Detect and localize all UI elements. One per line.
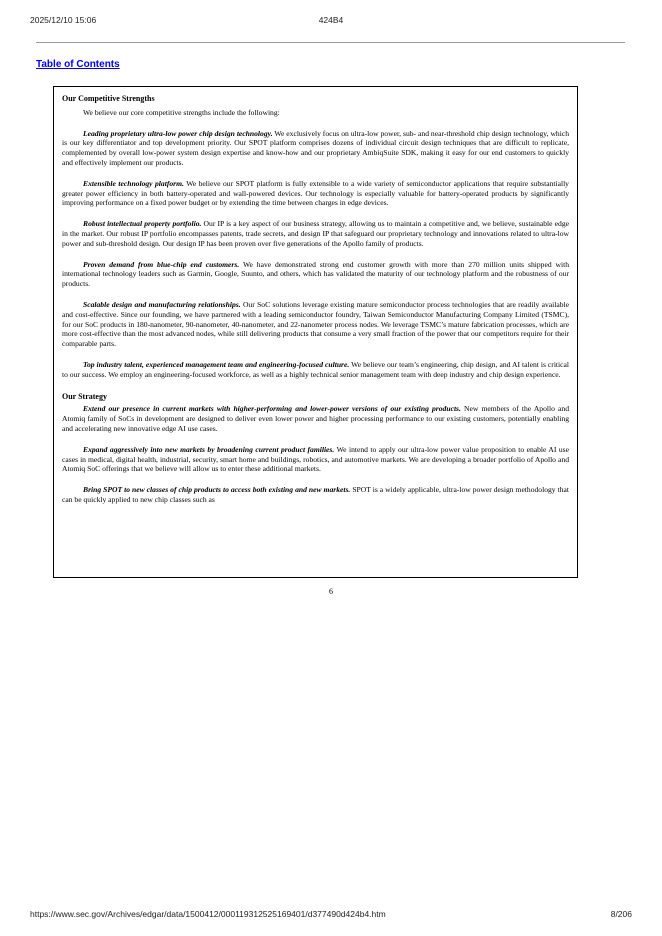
strategy-heading: Our Strategy: [62, 391, 107, 401]
paragraph-lead: Bring SPOT to new classes of chip products to access both existing and new markets.: [83, 485, 351, 495]
strengths-heading: Our Competitive Strengths: [62, 94, 155, 103]
paragraph-lead: Extensible technology platform.: [83, 178, 184, 188]
paragraph-body: Our IP is a key aspect of our business strategy, allowing us to maintain a competitive and, we believe, sustainable edge in the market. Our robust IP portfolio encompasses patents, trade secrets, and design IP that safeguard our proprietary technology and innovations related to ultra-low power and sub-threshold design. Our design IP has been proven over five generations of the Apollo family of products.: [62, 219, 569, 248]
table-of-contents-link[interactable]: Table of Contents: [36, 59, 120, 70]
print-page-count: 8/206: [610, 909, 632, 919]
paragraph-body: We have demonstrated strong end customer growth with more than 270 million units shipped with international technology leaders such as Garmin, Google, Suunto, and others, which has validated the maturity of our technology platform and the robustness of our products.: [62, 259, 570, 289]
strengths-intro: We believe our core competitive strengths include the following:: [83, 107, 280, 117]
paragraph-body: We intend to apply our ultra-low power value proposition to enable AI use cases in medical, digital health, industrial, security, smart home and buildings, robotics, and automotive markets. We are developing a broader portfolio of Apollo and Atomiq SoC offerings that we believe will allow us to enter these additional markets.: [62, 444, 569, 474]
strategy-paragraph: [62, 445, 569, 474]
paragraph-lead: Extend our presence in current markets with higher-performing and lower-power versions of our existing products.: [83, 404, 461, 414]
paragraph-lead: Robust intellectual property portfolio.: [83, 219, 202, 229]
print-document-title: 424B4: [318, 15, 344, 25]
strength-paragraph: [62, 179, 569, 208]
print-url: https://www.sec.gov/Archives/edgar/data/1500412/000119312525169401/d377490d424b4.htm: [30, 909, 386, 919]
paragraph-lead: Leading proprietary ultra-low power chip design technology.: [83, 128, 273, 138]
paragraph-body: We believe our SPOT platform is fully extensible to a wide variety of semiconductor applications that require substantially greater power efficiency in both battery-operated and wall-powered devices. Our technology is especially valuable for battery-operated products by significantly improving performance on a fixed power budget or by extending the time between charges in edge devices.: [62, 178, 569, 208]
paragraph-lead: Scalable design and manufacturing relationships.: [83, 299, 241, 309]
paragraph-body: Our SoC solutions leverage existing mature semiconductor process technologies that are readily available and cost-effective. Since our founding, we have partnered with a leading semiconductor foundry, Taiwan Semiconductor Manufacturing Company Limited (TSMC), for our SoC products in 180-nanometer, 90-nanometer, 40-nanometer, and 22-nanometer process nodes. We leverage TSMC’s mature fabrication processes, which are more cost-effective than the most advanced nodes, while still delivering products that consume a very small fraction of the power that our competitors require for their comparable parts.: [62, 299, 569, 349]
content-box: [53, 86, 578, 578]
print-datetime: 2025/12/10 15:06: [30, 15, 97, 25]
paragraph-lead: Expand aggressively into new markets by broadening current product families.: [83, 444, 335, 454]
paragraph-body: We believe our team’s engineering, chip design, and AI talent is critical to our success. We employ an engineering-focused workforce, as well as a highly technical senior management team with deep industry and chip design experience.: [62, 359, 569, 379]
paragraph-lead: Top industry talent, experienced management team and engineering-focused culture.: [83, 359, 350, 369]
paragraph-body: New members of the Apollo and Atomiq family of SoCs in development are designed to deliver even lower power and higher processing performance to our existing customers, potentially enabling and accelerating new innovative edge AI use cases.: [62, 404, 569, 433]
strength-paragraph: [62, 129, 569, 168]
strategy-paragraph: [62, 485, 569, 505]
paragraph-body: We exclusively focus on ultra-low power, sub- and near-threshold chip design technology, which is our key differentiator and top development priority. Our SPOT platform comprises dozens of individual circuit design techniques that are difficult to replicate, complemented by overall low-power system design expertise and know-how and our proprietary AmbiqSuite SDK, making it easy for our end customers to quickly and effectively implement our products.: [62, 128, 569, 167]
header-divider: [36, 42, 625, 43]
strength-paragraph: [62, 219, 569, 248]
paragraph-body: SPOT is a widely applicable, ultra-low power design methodology that can be quickly applied to new chip classes such as: [62, 485, 569, 504]
strength-paragraph: [62, 300, 569, 349]
page-number: 6: [329, 587, 333, 596]
strength-paragraph: [62, 360, 569, 380]
paragraph-lead: Proven demand from blue-chip end customers.: [83, 259, 240, 269]
strength-paragraph: [62, 260, 569, 289]
strategy-paragraph: [62, 404, 569, 433]
